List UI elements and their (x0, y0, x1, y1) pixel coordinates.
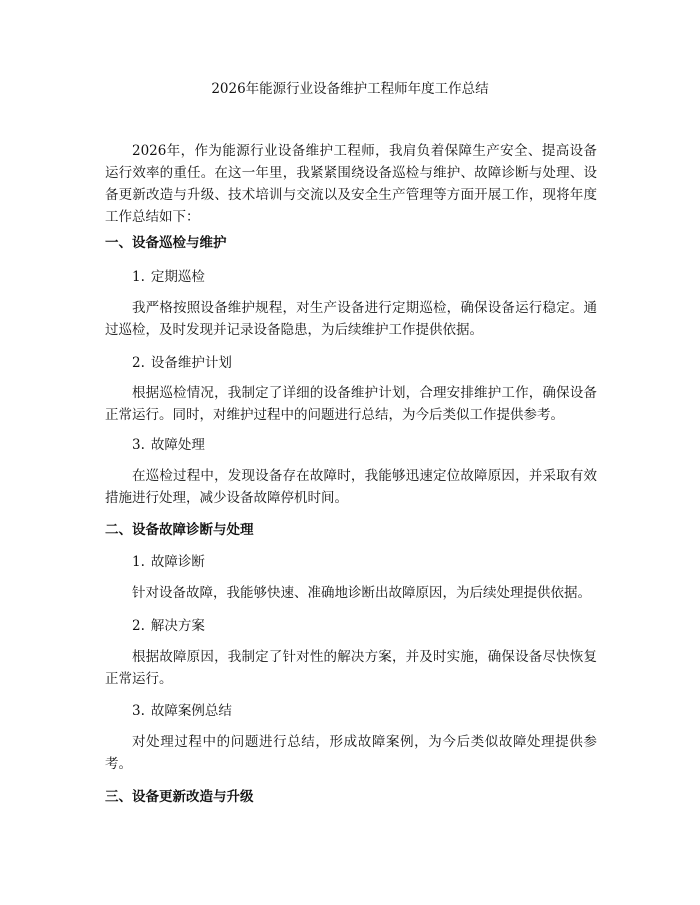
subsection-number: 2. (132, 618, 145, 634)
subsection-label: 设备维护计划 (150, 355, 232, 371)
document-title: 2026年能源行业设备维护工程师年度工作总结 (211, 81, 489, 97)
subsection-number: 2. (132, 355, 145, 371)
subsection-body-2-1: 针对设备故障，我能够快速、准确地诊断出故障原因，为后续处理提供依据。 (132, 585, 591, 601)
intro-paragraph: 2026年，作为能源行业设备维护工程师，我肩负着保障生产安全、提高设备运行效率的重任。在这一年里，我紧紧围绕设备巡检与维护、故障诊断与处理、设备更新改造与升级、技术培训与交流以及安全生产管理等方面开展工作，现将年度工作总结如下： (105, 143, 597, 225)
subsection-number: 3. (132, 437, 145, 453)
subsection-label: 故障诊断 (150, 554, 205, 570)
subsection-body-1-3: 在巡检过程中，发现设备存在故障时，我能够迅速定位故障原因，并采取有效措施进行处理，减少设备故障停机时间。 (105, 468, 597, 506)
subsection-label: 故障处理 (150, 437, 205, 453)
subsection-body-1-2: 根据巡检情况，我制定了详细的设备维护计划，合理安排维护工作，确保设备正常运行。同时，对维护过程中的问题进行总结，为今后类似工作提供参考。 (105, 385, 597, 423)
subsection-body-1-1: 我严格按照设备维护规程，对生产设备进行定期巡检，确保设备运行稳定。通过巡检，及时发现并记录设备隐患，为后续维护工作提供依据。 (105, 300, 597, 338)
subsection-label: 解决方案 (150, 618, 205, 634)
subsection-number: 1. (132, 269, 145, 285)
subsection-number: 3. (132, 703, 145, 719)
section-heading-2: 二、设备故障诊断与处理 (105, 522, 254, 538)
subsection-number: 1. (132, 554, 145, 570)
subsection-title-1-2 (132, 352, 592, 374)
subsection-title-1-1 (132, 266, 592, 288)
section-heading-1: 一、设备巡检与维护 (105, 235, 227, 251)
subsection-label: 故障案例总结 (150, 703, 232, 719)
section-heading-3: 三、设备更新改造与升级 (105, 789, 254, 805)
subsection-title-1-3 (132, 434, 592, 456)
subsection-title-2-3 (132, 700, 592, 722)
subsection-title-2-2 (132, 615, 592, 637)
subsection-body-2-2: 根据故障原因，我制定了针对性的解决方案，并及时实施，确保设备尽快恢复正常运行。 (105, 649, 597, 687)
subsection-body-2-3: 对处理过程中的问题进行总结，形成故障案例，为今后类似故障处理提供参考。 (105, 734, 597, 772)
subsection-label: 定期巡检 (150, 269, 205, 285)
subsection-title-2-1 (132, 551, 592, 573)
